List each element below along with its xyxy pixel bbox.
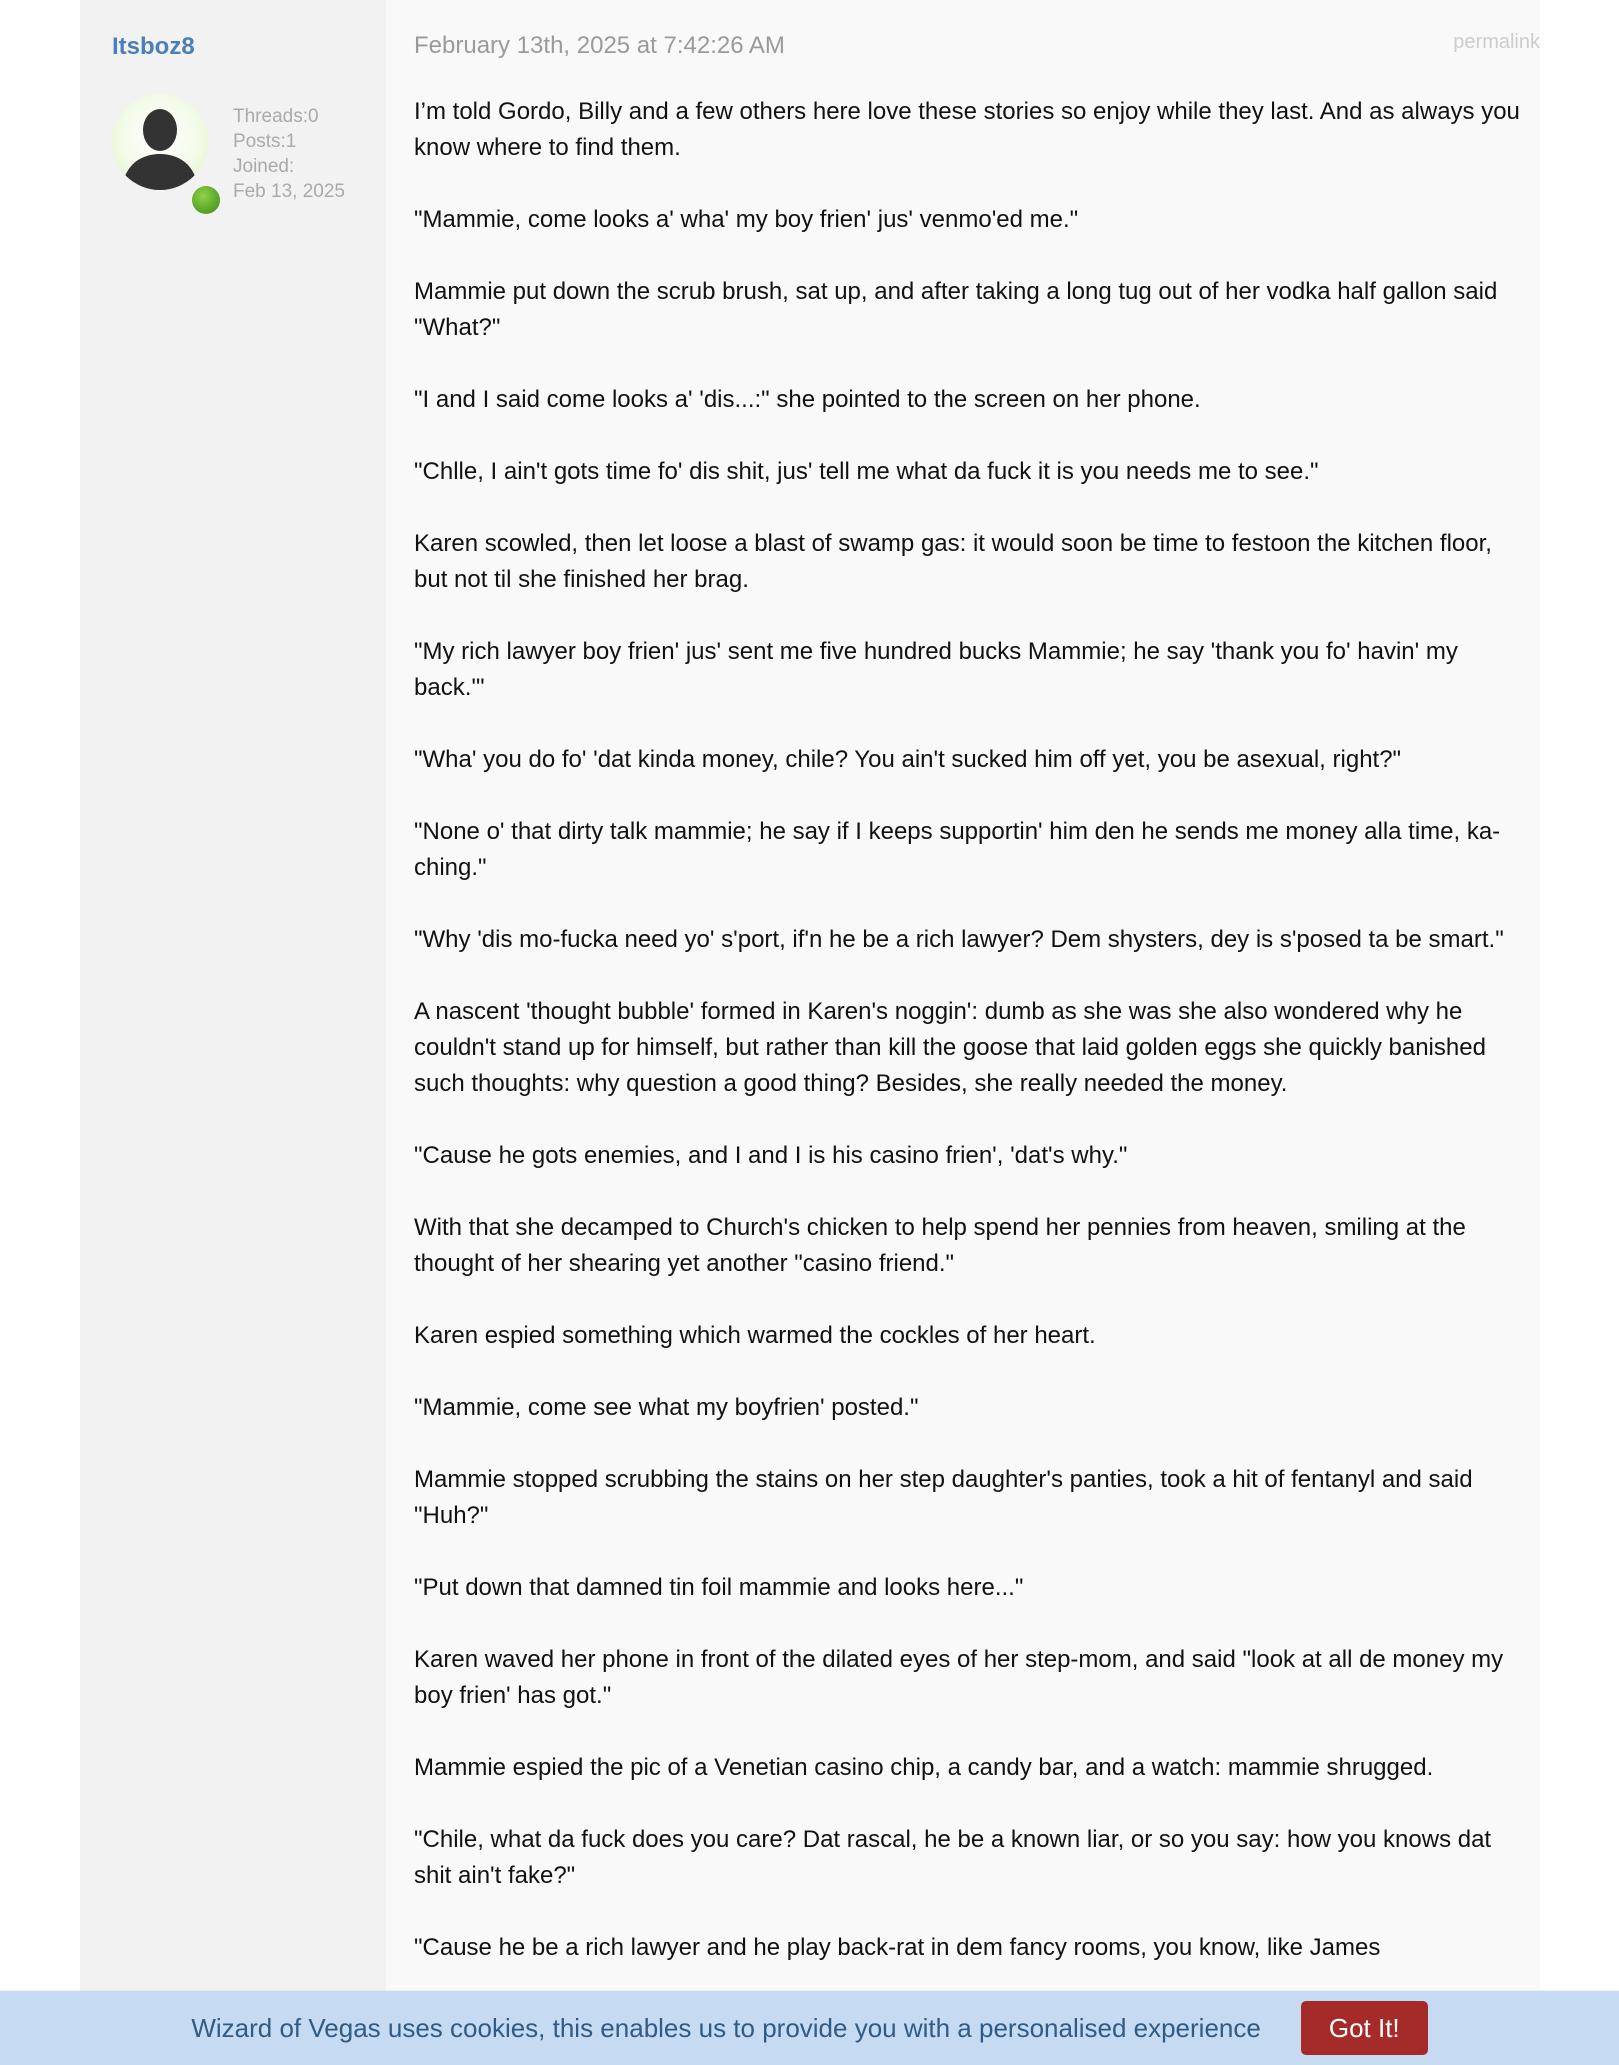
post-paragraph: "Mammie, come looks a' wha' my boy frien' jus' venmo'ed me." [414,206,1079,233]
joined-label: Joined: [233,156,295,177]
post-paragraph: "Cause he be a rich lawyer and he play back-rat in dem fancy rooms, you know, like James [414,1934,1381,1961]
post-date: February 13th, 2025 at 7:42:26 AM [414,32,785,59]
joined-date: Feb 13, 2025 [233,181,345,202]
author-stats [233,104,345,204]
cookie-message: Wizard of Vegas uses cookies, this enables us to provide you with a personalised experience [191,2012,1261,2043]
post-content [386,0,1540,2065]
post-paragraph: A nascent 'thought bubble' formed in Karen's noggin': dumb as she was she also wondered why he couldn't stand up for himself, but rather than kill the goose that laid golden eggs she quickly banished such thoughts: why question a good thing? Besides, she really needed the money. [414,998,1486,1097]
post-paragraph: I’m told Gordo, Billy and a few others here love these stories so enjoy while they last. And as always you know where to find them. [414,98,1520,161]
default-user-icon [112,94,208,190]
post-paragraph: "Chile, what da fuck does you care? Dat rascal, he be a known liar, or so you say: how you knows dat shit ain't fake?" [414,1826,1492,1889]
post-paragraph: "Put down that damned tin foil mammie and looks here..." [414,1574,1024,1601]
cookie-accept-button[interactable]: Got It! [1301,2001,1428,2055]
threads-count: Threads:0 [233,106,319,127]
post-paragraph: Mammie put down the scrub brush, sat up, and after taking a long tug out of her vodka half gallon said "What?" [414,278,1498,341]
post-paragraph: "I and I said come looks a' 'dis...:" she pointed to the screen on her phone. [414,386,1201,413]
avatar[interactable] [112,94,208,190]
post-paragraph: Karen espied something which warmed the cockles of her heart. [414,1322,1096,1349]
post-paragraph: With that she decamped to Church's chicken to help spend her pennies from heaven, smiling at the thought of her shearing yet another "casino friend." [414,1214,1466,1277]
post-paragraph: "My rich lawyer boy frien' jus' sent me five hundred bucks Mammie; he say 'thank you fo' havin' my back.'" [414,638,1458,701]
post-paragraph: Mammie espied the pic of a Venetian casino chip, a candy bar, and a watch: mammie shrugged. [414,1754,1434,1781]
post-body [414,94,1524,1966]
post-paragraph: Karen scowled, then let loose a blast of swamp gas: it would soon be time to festoon the kitchen floor, but not til she finished her brag. [414,530,1492,593]
author-username-link[interactable]: Itsboz8 [112,33,195,60]
forum-post [80,0,1540,2065]
post-paragraph: "Mammie, come see what my boyfrien' posted." [414,1394,919,1421]
author-sidebar [80,0,386,2065]
online-status-icon [192,186,220,214]
post-paragraph: Mammie stopped scrubbing the stains on her step daughter's panties, took a hit of fentanyl and said "Huh?" [414,1466,1473,1529]
post-paragraph: "Chlle, I ain't gots time fo' dis shit, jus' tell me what da fuck it is you needs me to see." [414,458,1319,485]
posts-count: Posts:1 [233,131,297,152]
post-paragraph: Karen waved her phone in front of the dilated eyes of her step-mom, and said "look at all de money my boy frien' has got." [414,1646,1504,1709]
post-paragraph: "Wha' you do fo' 'dat kinda money, chile? You ain't sucked him off yet, you be asexual, right?" [414,746,1402,773]
post-paragraph: "Cause he gots enemies, and I and I is his casino frien', 'dat's why." [414,1142,1128,1169]
post-paragraph: "Why 'dis mo-fucka need yo' s'port, if'n he be a rich lawyer? Dem shysters, dey is s'posed ta be smart." [414,926,1504,953]
post-paragraph: "None o' that dirty talk mammie; he say if I keeps supportin' him den he sends me money alla time, ka-ching." [414,818,1501,881]
cookie-banner [0,1991,1619,2065]
permalink-link[interactable]: permalink [1453,31,1540,53]
